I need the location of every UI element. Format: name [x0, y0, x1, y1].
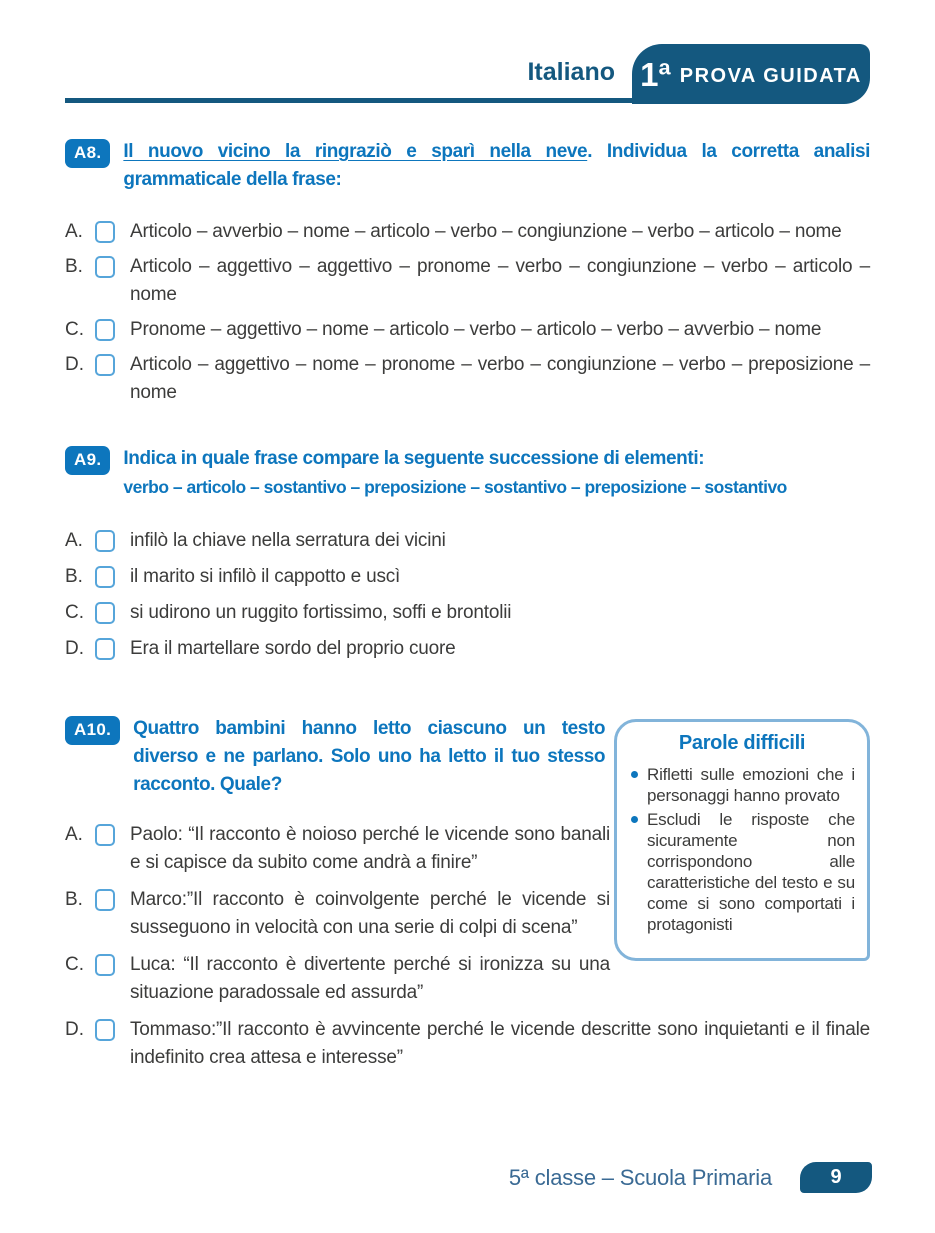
answer-checkbox-a10-c[interactable] — [95, 954, 115, 976]
option-text: Tommaso:”Il racconto è avvincente perché le vicende descritte sono inquietanti e il finale indefinito crea attesa e interesse” — [130, 1019, 870, 1068]
question-a8-options — [65, 218, 870, 407]
bullet-dot-icon — [631, 816, 638, 823]
subject-label: Italiano — [527, 58, 615, 86]
footer — [509, 1162, 872, 1193]
option-letter: C. — [65, 319, 84, 340]
box-title: Parole difficili — [678, 732, 806, 754]
answer-option-a10-d — [65, 1016, 870, 1072]
answer-option-a9-c — [65, 599, 870, 627]
question-a9 — [65, 445, 870, 663]
option-letter: D. — [65, 354, 84, 375]
question-a10 — [65, 715, 870, 1072]
option-text: Articolo – aggettivo – nome – pronome – verbo – congiunzione – verbo – preposizione – nome — [130, 354, 870, 403]
question-a8 — [65, 138, 870, 407]
answer-option-a10-c — [65, 951, 610, 1007]
answer-option-a8-b — [65, 253, 870, 309]
box-bullet-item — [629, 764, 855, 806]
answer-checkbox-a10-d[interactable] — [95, 1019, 115, 1041]
answer-option-a9-d — [65, 635, 870, 663]
answer-option-a8-a — [65, 218, 870, 246]
answer-checkbox-a8-c[interactable] — [95, 319, 115, 341]
answer-checkbox-a10-b[interactable] — [95, 889, 115, 911]
question-number-badge: A8. — [65, 139, 110, 168]
answer-checkbox-a8-a[interactable] — [95, 221, 115, 243]
question-a9-options — [65, 527, 870, 663]
box-bullet-item — [629, 809, 855, 935]
option-text: Articolo – aggettivo – aggettivo – pronome – verbo – congiunzione – verbo – articolo – nome — [130, 256, 870, 305]
answer-checkbox-a10-a[interactable] — [95, 824, 115, 846]
question-a8-header — [65, 138, 870, 194]
option-letter: C. — [65, 954, 84, 975]
bullet-dot-icon — [631, 771, 638, 778]
option-letter: B. — [65, 566, 83, 587]
answer-checkbox-a9-d[interactable] — [95, 638, 115, 660]
content — [65, 138, 870, 1081]
option-letter: B. — [65, 889, 83, 910]
question-title-rest: . Individua la corretta analisi grammaticale della frase: — [123, 141, 870, 190]
question-title-line1: Indica in quale frase compare la seguente successione di elementi: — [123, 448, 705, 469]
answer-option-a8-d — [65, 351, 870, 407]
answer-option-a10-b — [65, 886, 610, 942]
option-letter: B. — [65, 256, 83, 277]
question-a9-header — [65, 445, 870, 501]
option-text: Pronome – aggettivo – nome – articolo – verbo – articolo – verbo – avverbio – nome — [130, 319, 822, 340]
option-text: Luca: “Il racconto è divertente perché si ironizza su una situazione paradossale ed assurda” — [130, 954, 610, 1003]
option-text: Articolo – avverbio – nome – articolo – verbo – congiunzione – verbo – articolo – nome — [130, 221, 842, 242]
parole-difficili-box — [614, 719, 870, 961]
prova-label: PROVA GUIDATA — [679, 64, 862, 87]
option-text: infilò la chiave nella serratura dei vicini — [130, 530, 446, 551]
answer-checkbox-a9-a[interactable] — [95, 530, 115, 552]
option-letter: D. — [65, 1019, 84, 1040]
option-text: il marito si infilò il cappotto e uscì — [130, 566, 401, 587]
option-letter: C. — [65, 602, 84, 623]
footer-label: 5ª classe – Scuola Primaria — [508, 1164, 772, 1190]
prova-guidata-badge — [632, 44, 870, 104]
question-number-badge: A10. — [65, 716, 120, 745]
option-letter: A. — [65, 221, 83, 242]
bullet-text: Rifletti sulle emozioni che i personaggi hanno provato — [647, 765, 855, 805]
element-sequence: verbo – articolo – sostantivo – preposizione – sostantivo – preposizione – sostantivo — [123, 477, 787, 497]
option-text: Marco:”Il racconto è coinvolgente perché le vicende si susseguono in velocità con una serie di colpi di scena” — [130, 889, 610, 938]
option-text: si udirono un ruggito fortissimo, soffi e brontolii — [130, 602, 512, 623]
answer-checkbox-a9-c[interactable] — [95, 602, 115, 624]
option-text: Paolo: “Il racconto è noioso perché le vicende sono banali e si capisce da subito come andrà a finire” — [130, 824, 610, 873]
underlined-sentence: Il nuovo vicino la ringraziò e sparì nella neve — [123, 141, 588, 162]
bullet-text: Escludi le risposte che sicuramente non corrispondono alle caratteristiche del testo e su come si sono comportati i protagonisti — [647, 810, 855, 934]
answer-option-a8-c — [65, 316, 870, 344]
answer-checkbox-a8-b[interactable] — [95, 256, 115, 278]
option-letter: A. — [65, 824, 83, 845]
page-number-badge — [800, 1162, 872, 1193]
question-title — [123, 138, 870, 194]
option-letter: D. — [65, 638, 84, 659]
answer-option-a10-a — [65, 821, 610, 877]
answer-checkbox-a8-d[interactable] — [95, 354, 115, 376]
option-letter: A. — [65, 530, 83, 551]
answer-option-a9-b — [65, 563, 870, 591]
answer-option-a9-a — [65, 527, 870, 555]
option-text: Era il martellare sordo del proprio cuore — [130, 638, 456, 659]
header-rule — [65, 98, 705, 103]
question-title: Quattro bambini hanno letto ciascuno un testo diverso e ne parlano. Solo uno ha letto il tuo stesso racconto. Quale? — [133, 718, 606, 795]
question-title — [123, 445, 787, 501]
prova-number: 1ª — [640, 55, 671, 93]
question-number-badge: A9. — [65, 446, 110, 475]
answer-checkbox-a9-b[interactable] — [95, 566, 115, 588]
page-number: 9 — [830, 1166, 842, 1188]
